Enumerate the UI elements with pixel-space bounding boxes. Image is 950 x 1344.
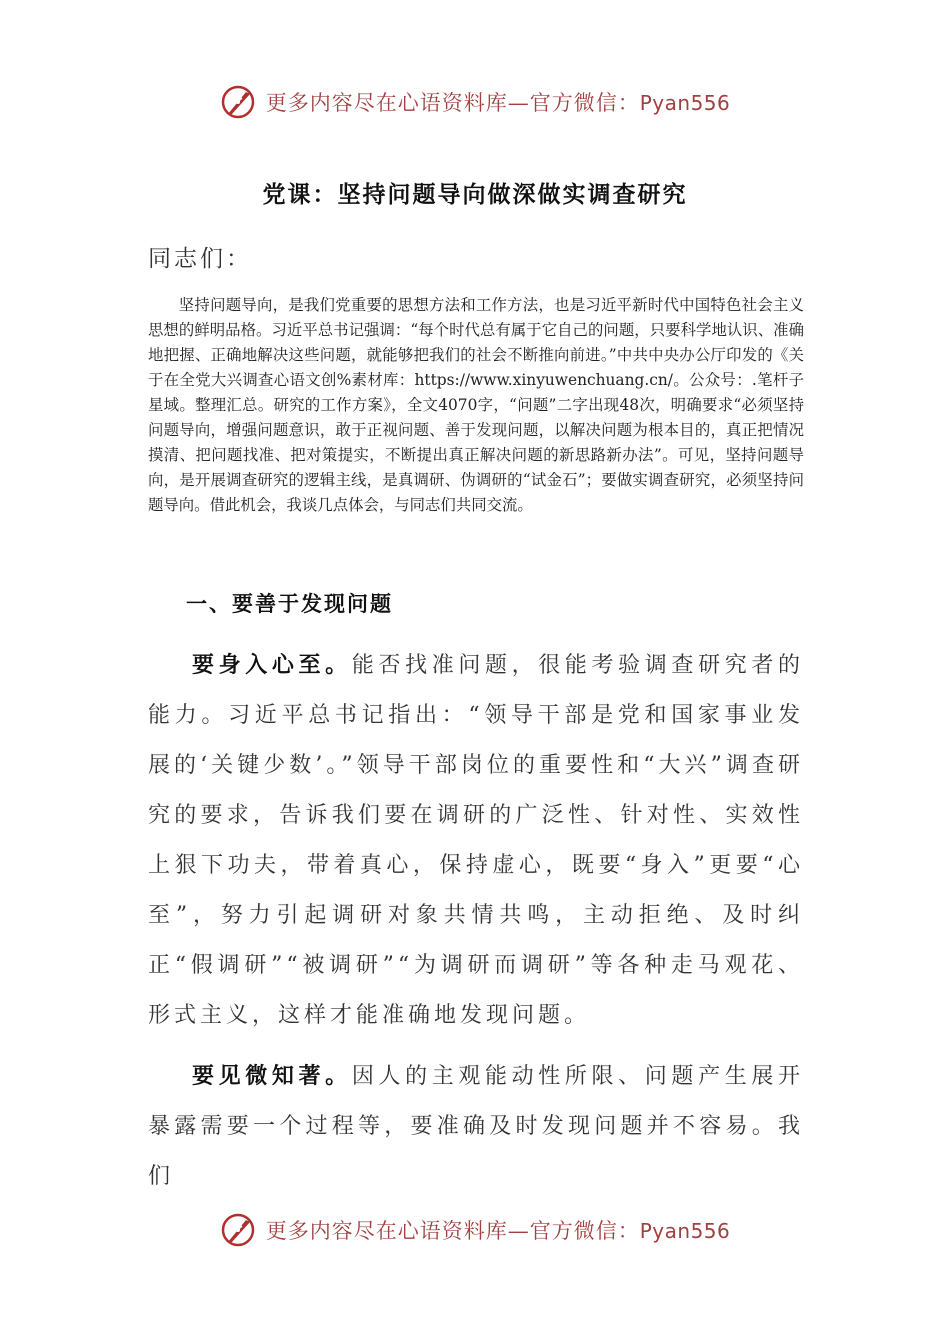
quill-pen-logo-icon xyxy=(220,84,256,120)
header-banner xyxy=(0,82,950,122)
page-title: 党课：坚持问题导向做深做实调查研究 xyxy=(262,181,688,208)
paragraph-text: 因人的主观能动性所限、问题产生展开暴露需要一个过程等，要准确及时发现问题并不容易。我们 xyxy=(148,1064,804,1189)
paragraph-lead: 要身入心至。 xyxy=(192,652,352,678)
intro-paragraph: 坚持问题导向，是我们党重要的思想方法和工作方法，也是习近平新时代中国特色社会主义思想的鲜明品格。习近平总书记强调：“每个时代总有属于它自己的问题，只要科学地认识、准确地把握、正确地解决这些问题，就能够把我们的社会不断推向前进。”中共中央办公厅印发的《关于在全党大兴调查心语文创%素材库：https://www.xinyuwenchuang.cn/。公众号：.笔杆子星域。整理汇总。研究的工作方案》，全文4070字，“问题”二字出现48次，明确要求“必须坚持问题导向，增强问题意识，敢于正视问题、善于发现问题，以解决问题为根本目的，真正把情况摸清、把问题找准、把对策提实，不断提出真正解决问题的新思路新办法”。可见，坚持问题导向，是开展调查研究的逻辑主线，是真调研、伪调研的“试金石”；要做实调查研究，必须坚持问题导向。借此机会，我谈几点体会，与同志们共同交流。 xyxy=(148,296,804,514)
paragraph-lead: 要见微知著。 xyxy=(192,1063,352,1089)
footer-banner xyxy=(0,1210,950,1250)
quill-pen-logo-icon xyxy=(220,1212,256,1248)
banner-text: 更多内容尽在心语资料库—官方微信：Pyan556 xyxy=(265,1219,731,1243)
banner-text: 更多内容尽在心语资料库—官方微信：Pyan556 xyxy=(265,91,731,115)
section-heading: 一、要善于发现问题 xyxy=(186,591,393,616)
salutation: 同志们： xyxy=(148,246,252,272)
banner-wechat-id: Pyan556 xyxy=(639,91,731,115)
body-paragraph xyxy=(148,1051,804,1202)
paragraph-text: 能否找准问题，很能考验调查研究者的能力。习近平总书记指出：“领导干部是党和国家事业发展的‘关键少数’。”领导干部岗位的重要性和“大兴”调查研究的要求，告诉我们要在调研的广泛性、针对性、实效性上狠下功夫，带着真心，保持虚心，既要“身入”更要“心至”，努力引起调研对象共情共鸣，主动拒绝、及时纠正“假调研”“被调研”“为调研而调研”等各种走马观花、形式主义，这样才能准确地发现问题。 xyxy=(148,653,804,1028)
banner-wechat-id: Pyan556 xyxy=(639,1219,731,1243)
body-paragraph xyxy=(148,640,804,1041)
